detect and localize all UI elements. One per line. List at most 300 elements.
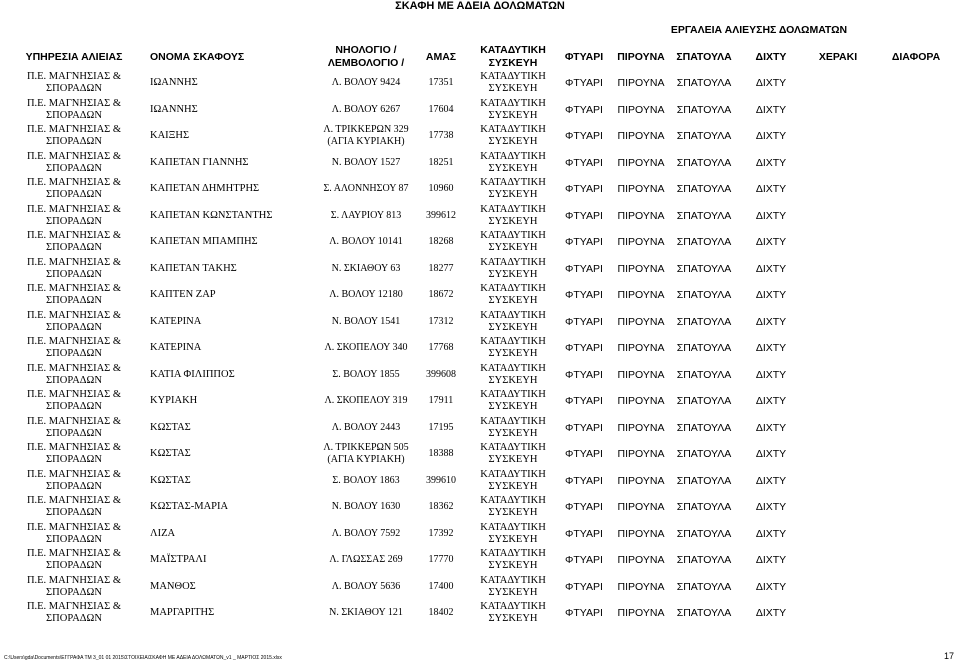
tool-hand-cell (804, 176, 872, 203)
status-cell (470, 309, 556, 336)
service-cell-line1: Π.Ε. ΜΑΓΝΗΣΙΑΣ & (26, 203, 122, 215)
tool-net-cell: ΔΙΧΤΥ (755, 183, 787, 196)
status-cell (470, 97, 556, 124)
tool-shovel-cell: ΦΤΥΑΡΙ (565, 236, 603, 249)
tool-spatula-cell: ΣΠΑΤΟΥΛΑ (676, 77, 732, 90)
status-cell-line1: ΚΑΤΑΔΥΤΙΚΗ (480, 124, 546, 136)
registry-cell: Σ. ΒΟΛΟΥ 1855 (332, 368, 400, 380)
service-cell-line1: Π.Ε. ΜΑΓΝΗΣΙΑΣ & (26, 177, 122, 189)
status-cell-line1: ΚΑΤΑΔΥΤΙΚΗ (480, 495, 546, 507)
tool-other-cell (872, 441, 960, 468)
service-cell (0, 282, 148, 309)
header-tool-shovel: ΦΤΥΑΡΙ (564, 50, 604, 63)
status-cell-line2: ΣΥΣΚΕΥΗ (488, 533, 538, 545)
amas-cell: 399612 (426, 209, 456, 221)
tool-fork-cell: ΠΙΡΟΥΝΑ (617, 209, 665, 222)
status-cell (470, 494, 556, 521)
registry-cell: Λ. ΣΚΟΠΕΛΟΥ 340 (324, 342, 408, 354)
tool-spatula-cell: ΣΠΑΤΟΥΛΑ (676, 103, 732, 116)
document-title: ΣΚΑΦΗ ΜΕ ΑΔΕΙΑ ΔΟΛΩΜΑΤΩΝ (395, 0, 565, 12)
tool-net-cell: ΔΙΧΤΥ (755, 209, 787, 222)
boat-name-cell: ΚΑΠΕΤΑΝ ΚΩΝΣΤΑΝΤΗΣ (150, 209, 273, 221)
tool-hand-cell (804, 468, 872, 495)
amas-cell: 17768 (428, 342, 454, 354)
status-cell-line2: ΣΥΣΚΕΥΗ (488, 454, 538, 466)
table-row (0, 388, 960, 415)
status-cell-line1: ΚΑΤΑΔΥΤΙΚΗ (480, 230, 546, 242)
tool-shovel-cell: ΦΤΥΑΡΙ (565, 554, 603, 567)
status-cell-line1: ΚΑΤΑΔΥΤΙΚΗ (480, 389, 546, 401)
amas-cell: 17195 (428, 421, 454, 433)
service-cell (0, 309, 148, 336)
tool-net-cell: ΔΙΧΤΥ (755, 289, 787, 302)
amas-cell: 18402 (428, 607, 454, 619)
service-cell (0, 468, 148, 495)
status-cell (470, 150, 556, 177)
boat-name-cell: ΜΑΪΣΤΡΑΛΙ (150, 554, 207, 566)
service-cell (0, 229, 148, 256)
tool-shovel-cell: ΦΤΥΑΡΙ (565, 342, 603, 355)
table-row (0, 123, 960, 150)
service-cell-line2: ΣΠΟΡΑΔΩΝ (46, 189, 102, 201)
table-row (0, 150, 960, 177)
amas-cell: 399610 (426, 474, 456, 486)
boat-name-cell: ΙΩΑΝΝΗΣ (150, 103, 198, 115)
tool-fork-cell: ΠΙΡΟΥΝΑ (617, 607, 665, 620)
tool-fork-cell: ΠΙΡΟΥΝΑ (617, 183, 665, 196)
header-tool-other: ΔΙΑΦΟΡΑ (891, 50, 941, 63)
service-cell (0, 494, 148, 521)
status-cell-line1: ΚΑΤΑΔΥΤΙΚΗ (480, 177, 546, 189)
table-body (0, 70, 960, 627)
service-cell-line2: ΣΠΟΡΑΔΩΝ (46, 507, 102, 519)
header-amas: ΑΜΑΣ (425, 50, 457, 63)
tool-spatula-cell: ΣΠΑΤΟΥΛΑ (676, 580, 732, 593)
tool-spatula-cell: ΣΠΑΤΟΥΛΑ (676, 130, 732, 143)
service-cell (0, 97, 148, 124)
service-cell-line1: Π.Ε. ΜΑΓΝΗΣΙΑΣ & (26, 71, 122, 83)
tool-shovel-cell: ΦΤΥΑΡΙ (565, 209, 603, 222)
tool-other-cell (872, 521, 960, 548)
tools-group-title: ΕΡΓΑΛΕΙΑ ΑΛΙΕΥΣΗΣ ΔΟΛΩΜΑΤΩΝ (670, 24, 848, 36)
service-cell-line2: ΣΠΟΡΑΔΩΝ (46, 215, 102, 227)
tool-other-cell (872, 282, 960, 309)
tool-fork-cell: ΠΙΡΟΥΝΑ (617, 580, 665, 593)
tool-net-cell: ΔΙΧΤΥ (755, 342, 787, 355)
registry-cell: Λ. ΓΛΩΣΣΑΣ 269 (329, 554, 403, 566)
page-number: 17 (943, 651, 954, 661)
header-boat-name: ΟΝΟΜΑ ΣΚΑΦΟΥΣ (150, 50, 245, 63)
boat-name-cell: ΚΑΠΕΤΑΝ ΔΗΜΗΤΡΗΣ (150, 183, 260, 195)
tool-net-cell: ΔΙΧΤΥ (755, 130, 787, 143)
service-cell (0, 203, 148, 230)
tool-hand-cell (804, 150, 872, 177)
tool-other-cell (872, 600, 960, 627)
service-cell-line1: Π.Ε. ΜΑΓΝΗΣΙΑΣ & (26, 601, 122, 613)
tool-other-cell (872, 415, 960, 442)
status-cell-line1: ΚΑΤΑΔΥΤΙΚΗ (480, 468, 546, 480)
amas-cell: 18277 (428, 262, 454, 274)
table-row (0, 362, 960, 389)
tool-net-cell: ΔΙΧΤΥ (755, 421, 787, 434)
boat-name-cell: ΚΑΤΕΡΙΝΑ (150, 342, 202, 354)
table-row (0, 600, 960, 627)
service-cell-line1: Π.Ε. ΜΑΓΝΗΣΙΑΣ & (26, 548, 122, 560)
tool-hand-cell (804, 70, 872, 97)
service-cell (0, 388, 148, 415)
tool-shovel-cell: ΦΤΥΑΡΙ (565, 448, 603, 461)
status-cell-line2: ΣΥΣΚΕΥΗ (488, 136, 538, 148)
status-cell-line1: ΚΑΤΑΔΥΤΙΚΗ (480, 362, 546, 374)
tool-spatula-cell: ΣΠΑΤΟΥΛΑ (676, 315, 732, 328)
tool-net-cell: ΔΙΧΤΥ (755, 580, 787, 593)
status-cell-line2: ΣΥΣΚΕΥΗ (488, 507, 538, 519)
header-registry (320, 44, 412, 70)
registry-cell: Ν. ΣΚΙΑΘΟΥ 121 (329, 607, 403, 619)
boat-name-cell: ΚΑΠΕΤΑΝ ΜΠΑΜΠΗΣ (150, 236, 258, 248)
header-status (470, 44, 556, 70)
registry-cell: Ν. ΣΚΙΑΘΟΥ 63 (331, 262, 401, 274)
tool-other-cell (872, 97, 960, 124)
status-cell-line2: ΣΥΣΚΕΥΗ (488, 401, 538, 413)
tool-hand-cell (804, 415, 872, 442)
service-cell-line1: Π.Ε. ΜΑΓΝΗΣΙΑΣ & (26, 283, 122, 295)
tool-hand-cell (804, 335, 872, 362)
service-cell-line1: Π.Ε. ΜΑΓΝΗΣΙΑΣ & (26, 468, 122, 480)
tool-shovel-cell: ΦΤΥΑΡΙ (565, 103, 603, 116)
header-tool-spatula: ΣΠΑΤΟΥΛΑ (676, 50, 732, 63)
registry-cell: Σ. ΑΛΟΝΝΗΣΟΥ 87 (323, 183, 409, 195)
registry-cell (320, 123, 412, 150)
status-cell-line1: ΚΑΤΑΔΥΤΙΚΗ (480, 309, 546, 321)
tool-fork-cell: ΠΙΡΟΥΝΑ (617, 156, 665, 169)
tool-other-cell (872, 574, 960, 601)
registry-cell: Ν. ΒΟΛΟΥ 1630 (331, 501, 401, 513)
status-cell-line2: ΣΥΣΚΕΥΗ (488, 348, 538, 360)
service-cell-line2: ΣΠΟΡΑΔΩΝ (46, 242, 102, 254)
registry-cell-line1: Λ. ΤΡΙΚΚΕΡΩΝ 505 (323, 442, 409, 454)
boat-name-cell: ΚΩΣΤΑΣ-ΜΑΡΙΑ (150, 501, 229, 513)
tool-hand-cell (804, 547, 872, 574)
service-cell-line2: ΣΠΟΡΑΔΩΝ (46, 401, 102, 413)
service-cell (0, 362, 148, 389)
registry-cell: Σ. ΒΟΛΟΥ 1863 (332, 474, 400, 486)
status-cell-line1: ΚΑΤΑΔΥΤΙΚΗ (480, 415, 546, 427)
tool-spatula-cell: ΣΠΑΤΟΥΛΑ (676, 607, 732, 620)
status-cell (470, 70, 556, 97)
table-row (0, 335, 960, 362)
tool-hand-cell (804, 282, 872, 309)
tool-net-cell: ΔΙΧΤΥ (755, 156, 787, 169)
tool-fork-cell: ΠΙΡΟΥΝΑ (617, 368, 665, 381)
status-cell-line2: ΣΥΣΚΕΥΗ (488, 268, 538, 280)
tool-hand-cell (804, 521, 872, 548)
tool-fork-cell: ΠΙΡΟΥΝΑ (617, 474, 665, 487)
tool-net-cell: ΔΙΧΤΥ (755, 395, 787, 408)
tool-hand-cell (804, 574, 872, 601)
tool-fork-cell: ΠΙΡΟΥΝΑ (617, 342, 665, 355)
header-status-line1: ΚΑΤΑΔΥΤΙΚΗ (480, 44, 546, 56)
amas-cell: 18268 (428, 236, 454, 248)
service-cell-line2: ΣΠΟΡΑΔΩΝ (46, 533, 102, 545)
tool-spatula-cell: ΣΠΑΤΟΥΛΑ (676, 289, 732, 302)
tool-shovel-cell: ΦΤΥΑΡΙ (565, 395, 603, 408)
amas-cell: 399608 (426, 368, 456, 380)
tool-shovel-cell: ΦΤΥΑΡΙ (565, 77, 603, 90)
tool-net-cell: ΔΙΧΤΥ (755, 474, 787, 487)
tool-hand-cell (804, 362, 872, 389)
boat-name-cell: ΚΩΣΤΑΣ (150, 474, 191, 486)
amas-cell: 17738 (428, 130, 454, 142)
registry-cell: Λ. ΒΟΛΟΥ 12180 (329, 289, 403, 301)
tool-net-cell: ΔΙΧΤΥ (755, 501, 787, 514)
status-cell-line2: ΣΥΣΚΕΥΗ (488, 295, 538, 307)
status-cell-line1: ΚΑΤΑΔΥΤΙΚΗ (480, 71, 546, 83)
tool-shovel-cell: ΦΤΥΑΡΙ (565, 156, 603, 169)
tool-shovel-cell: ΦΤΥΑΡΙ (565, 607, 603, 620)
boat-name-cell: ΜΑΡΓΑΡΙΤΗΣ (150, 607, 215, 619)
tool-fork-cell: ΠΙΡΟΥΝΑ (617, 501, 665, 514)
status-cell (470, 468, 556, 495)
status-cell-line1: ΚΑΤΑΔΥΤΙΚΗ (480, 601, 546, 613)
table-row (0, 256, 960, 283)
status-cell-line2: ΣΥΣΚΕΥΗ (488, 586, 538, 598)
amas-cell: 18672 (428, 289, 454, 301)
tool-spatula-cell: ΣΠΑΤΟΥΛΑ (676, 156, 732, 169)
boats-table (0, 44, 960, 627)
service-cell (0, 176, 148, 203)
table-row (0, 494, 960, 521)
status-cell (470, 335, 556, 362)
service-cell (0, 600, 148, 627)
tool-fork-cell: ΠΙΡΟΥΝΑ (617, 554, 665, 567)
tool-other-cell (872, 176, 960, 203)
tool-fork-cell: ΠΙΡΟΥΝΑ (617, 421, 665, 434)
registry-cell: Ν. ΒΟΛΟΥ 1527 (331, 156, 401, 168)
tool-fork-cell: ΠΙΡΟΥΝΑ (617, 527, 665, 540)
amas-cell: 17351 (428, 77, 454, 89)
tool-fork-cell: ΠΙΡΟΥΝΑ (617, 262, 665, 275)
status-cell-line2: ΣΥΣΚΕΥΗ (488, 83, 538, 95)
registry-cell-line1: Λ. ΤΡΙΚΚΕΡΩΝ 329 (323, 124, 409, 136)
service-cell-line1: Π.Ε. ΜΑΓΝΗΣΙΑΣ & (26, 574, 122, 586)
status-cell-line2: ΣΥΣΚΕΥΗ (488, 560, 538, 572)
table-row (0, 574, 960, 601)
status-cell-line1: ΚΑΤΑΔΥΤΙΚΗ (480, 283, 546, 295)
boat-name-cell: ΚΑΠΕΤΑΝ ΓΙΑΝΝΗΣ (150, 156, 249, 168)
tool-shovel-cell: ΦΤΥΑΡΙ (565, 315, 603, 328)
table-row (0, 309, 960, 336)
service-cell (0, 547, 148, 574)
status-cell (470, 123, 556, 150)
registry-cell: Λ. ΒΟΛΟΥ 7592 (331, 527, 401, 539)
status-cell (470, 256, 556, 283)
status-cell-line1: ΚΑΤΑΔΥΤΙΚΗ (480, 336, 546, 348)
status-cell-line2: ΣΥΣΚΕΥΗ (488, 613, 538, 625)
service-cell-line2: ΣΠΟΡΑΔΩΝ (46, 613, 102, 625)
tool-shovel-cell: ΦΤΥΑΡΙ (565, 527, 603, 540)
tool-spatula-cell: ΣΠΑΤΟΥΛΑ (676, 501, 732, 514)
tool-other-cell (872, 309, 960, 336)
service-cell-line1: Π.Ε. ΜΑΓΝΗΣΙΑΣ & (26, 309, 122, 321)
status-cell-line1: ΚΑΤΑΔΥΤΙΚΗ (480, 442, 546, 454)
registry-cell (320, 441, 412, 468)
service-cell-line1: Π.Ε. ΜΑΓΝΗΣΙΑΣ & (26, 362, 122, 374)
service-cell (0, 441, 148, 468)
service-cell-line2: ΣΠΟΡΑΔΩΝ (46, 427, 102, 439)
service-cell (0, 574, 148, 601)
tool-other-cell (872, 70, 960, 97)
tool-shovel-cell: ΦΤΥΑΡΙ (565, 501, 603, 514)
boat-name-cell: ΚΑΤΙΑ ΦΙΛΙΠΠΟΣ (150, 368, 235, 380)
registry-cell: Λ. ΒΟΛΟΥ 2443 (331, 421, 401, 433)
tool-spatula-cell: ΣΠΑΤΟΥΛΑ (676, 209, 732, 222)
boat-name-cell: ΚΩΣΤΑΣ (150, 448, 191, 460)
status-cell (470, 415, 556, 442)
tool-spatula-cell: ΣΠΑΤΟΥΛΑ (676, 395, 732, 408)
tool-hand-cell (804, 229, 872, 256)
tool-spatula-cell: ΣΠΑΤΟΥΛΑ (676, 474, 732, 487)
status-cell-line1: ΚΑΤΑΔΥΤΙΚΗ (480, 256, 546, 268)
service-cell-line1: Π.Ε. ΜΑΓΝΗΣΙΑΣ & (26, 495, 122, 507)
header-tool-net: ΔΙΧΤΥ (755, 50, 787, 63)
tool-shovel-cell: ΦΤΥΑΡΙ (565, 262, 603, 275)
tool-fork-cell: ΠΙΡΟΥΝΑ (617, 448, 665, 461)
tool-other-cell (872, 203, 960, 230)
amas-cell: 18362 (428, 501, 454, 513)
tool-other-cell (872, 362, 960, 389)
tool-hand-cell (804, 203, 872, 230)
tool-other-cell (872, 256, 960, 283)
boat-name-cell: ΚΑΤΕΡΙΝΑ (150, 315, 202, 327)
registry-cell-line2: (ΑΓΙΑ ΚΥΡΙΑΚΗ) (327, 136, 405, 148)
status-cell (470, 547, 556, 574)
status-cell-line1: ΚΑΤΑΔΥΤΙΚΗ (480, 97, 546, 109)
service-cell-line2: ΣΠΟΡΑΔΩΝ (46, 268, 102, 280)
header-tool-fork: ΠΙΡΟΥΝΑ (617, 50, 665, 63)
service-cell-line2: ΣΠΟΡΑΔΩΝ (46, 136, 102, 148)
service-cell-line1: Π.Ε. ΜΑΓΝΗΣΙΑΣ & (26, 442, 122, 454)
tool-spatula-cell: ΣΠΑΤΟΥΛΑ (676, 342, 732, 355)
table-row (0, 547, 960, 574)
status-cell (470, 388, 556, 415)
service-cell-line1: Π.Ε. ΜΑΓΝΗΣΙΑΣ & (26, 256, 122, 268)
tool-net-cell: ΔΙΧΤΥ (755, 448, 787, 461)
table-row (0, 176, 960, 203)
tool-spatula-cell: ΣΠΑΤΟΥΛΑ (676, 421, 732, 434)
status-cell (470, 574, 556, 601)
status-cell-line2: ΣΥΣΚΕΥΗ (488, 374, 538, 386)
service-cell-line2: ΣΠΟΡΑΔΩΝ (46, 109, 102, 121)
tool-hand-cell (804, 123, 872, 150)
registry-cell-line2: (ΑΓΙΑ ΚΥΡΙΑΚΗ) (327, 454, 405, 466)
amas-cell: 17312 (428, 315, 454, 327)
tool-other-cell (872, 335, 960, 362)
tool-other-cell (872, 468, 960, 495)
tool-shovel-cell: ΦΤΥΑΡΙ (565, 289, 603, 302)
table-row (0, 441, 960, 468)
status-cell-line2: ΣΥΣΚΕΥΗ (488, 242, 538, 254)
status-cell (470, 521, 556, 548)
status-cell-line2: ΣΥΣΚΕΥΗ (488, 480, 538, 492)
tool-shovel-cell: ΦΤΥΑΡΙ (565, 474, 603, 487)
tool-fork-cell: ΠΙΡΟΥΝΑ (617, 77, 665, 90)
service-cell-line1: Π.Ε. ΜΑΓΝΗΣΙΑΣ & (26, 230, 122, 242)
amas-cell: 17400 (428, 580, 454, 592)
registry-cell: Λ. ΒΟΛΟΥ 9424 (331, 77, 401, 89)
tool-other-cell (872, 494, 960, 521)
amas-cell: 17604 (428, 103, 454, 115)
file-path-footer: C:\Users\gda\Documents\ΕΓΓΡΑΦΑ ΤΜ 3_01 01 2015\ΣΤΟΙΧΕΙΑ\ΣΚΑΦΗ ΜΕ ΑΔΕΙΑ ΔΟΛΩΜΑΤΩΝ_v1 _ ΜΑΡΤΙΟΣ 2015.xlsx (4, 655, 282, 661)
registry-cell: Ν. ΒΟΛΟΥ 1541 (331, 315, 401, 327)
service-cell-line2: ΣΠΟΡΑΔΩΝ (46, 321, 102, 333)
service-cell-line1: Π.Ε. ΜΑΓΝΗΣΙΑΣ & (26, 150, 122, 162)
amas-cell: 17770 (428, 554, 454, 566)
header-row (0, 44, 960, 70)
tool-spatula-cell: ΣΠΑΤΟΥΛΑ (676, 183, 732, 196)
amas-cell: 17392 (428, 527, 454, 539)
tool-spatula-cell: ΣΠΑΤΟΥΛΑ (676, 554, 732, 567)
service-cell (0, 123, 148, 150)
tool-hand-cell (804, 309, 872, 336)
boat-name-cell: ΜΑΝΘΟΣ (150, 580, 196, 592)
tool-spatula-cell: ΣΠΑΤΟΥΛΑ (676, 262, 732, 275)
registry-cell: Λ. ΒΟΛΟΥ 10141 (329, 236, 403, 248)
tool-other-cell (872, 388, 960, 415)
service-cell (0, 335, 148, 362)
tool-net-cell: ΔΙΧΤΥ (755, 368, 787, 381)
status-cell-line1: ΚΑΤΑΔΥΤΙΚΗ (480, 548, 546, 560)
registry-cell: Λ. ΣΚΟΠΕΛΟΥ 319 (324, 395, 408, 407)
tool-net-cell: ΔΙΧΤΥ (755, 77, 787, 90)
status-cell (470, 362, 556, 389)
status-cell-line2: ΣΥΣΚΕΥΗ (488, 215, 538, 227)
header-status-line2: ΣΥΣΚΕΥΗ (488, 57, 538, 69)
tool-fork-cell: ΠΙΡΟΥΝΑ (617, 395, 665, 408)
tool-net-cell: ΔΙΧΤΥ (755, 315, 787, 328)
table-row (0, 229, 960, 256)
boat-name-cell: ΚΑΠΤΕΝ ΖΑΡ (150, 289, 216, 301)
registry-cell: Λ. ΒΟΛΟΥ 6267 (331, 103, 401, 115)
tool-hand-cell (804, 256, 872, 283)
service-cell-line2: ΣΠΟΡΑΔΩΝ (46, 295, 102, 307)
tool-spatula-cell: ΣΠΑΤΟΥΛΑ (676, 448, 732, 461)
table-row (0, 521, 960, 548)
registry-cell: Λ. ΒΟΛΟΥ 5636 (331, 580, 401, 592)
tool-other-cell (872, 123, 960, 150)
status-cell (470, 600, 556, 627)
tool-hand-cell (804, 441, 872, 468)
table-row (0, 415, 960, 442)
tool-shovel-cell: ΦΤΥΑΡΙ (565, 130, 603, 143)
table-row (0, 97, 960, 124)
boat-name-cell: ΚΥΡΙΑΚΗ (150, 395, 198, 407)
tool-fork-cell: ΠΙΡΟΥΝΑ (617, 103, 665, 116)
service-cell-line2: ΣΠΟΡΑΔΩΝ (46, 348, 102, 360)
tool-fork-cell: ΠΙΡΟΥΝΑ (617, 289, 665, 302)
tool-shovel-cell: ΦΤΥΑΡΙ (565, 580, 603, 593)
amas-cell: 10960 (428, 183, 454, 195)
status-cell-line2: ΣΥΣΚΕΥΗ (488, 189, 538, 201)
status-cell-line1: ΚΑΤΑΔΥΤΙΚΗ (480, 521, 546, 533)
service-cell-line1: Π.Ε. ΜΑΓΝΗΣΙΑΣ & (26, 389, 122, 401)
tool-hand-cell (804, 494, 872, 521)
status-cell-line2: ΣΥΣΚΕΥΗ (488, 321, 538, 333)
tool-spatula-cell: ΣΠΑΤΟΥΛΑ (676, 368, 732, 381)
tool-other-cell (872, 150, 960, 177)
service-cell (0, 415, 148, 442)
service-cell (0, 521, 148, 548)
